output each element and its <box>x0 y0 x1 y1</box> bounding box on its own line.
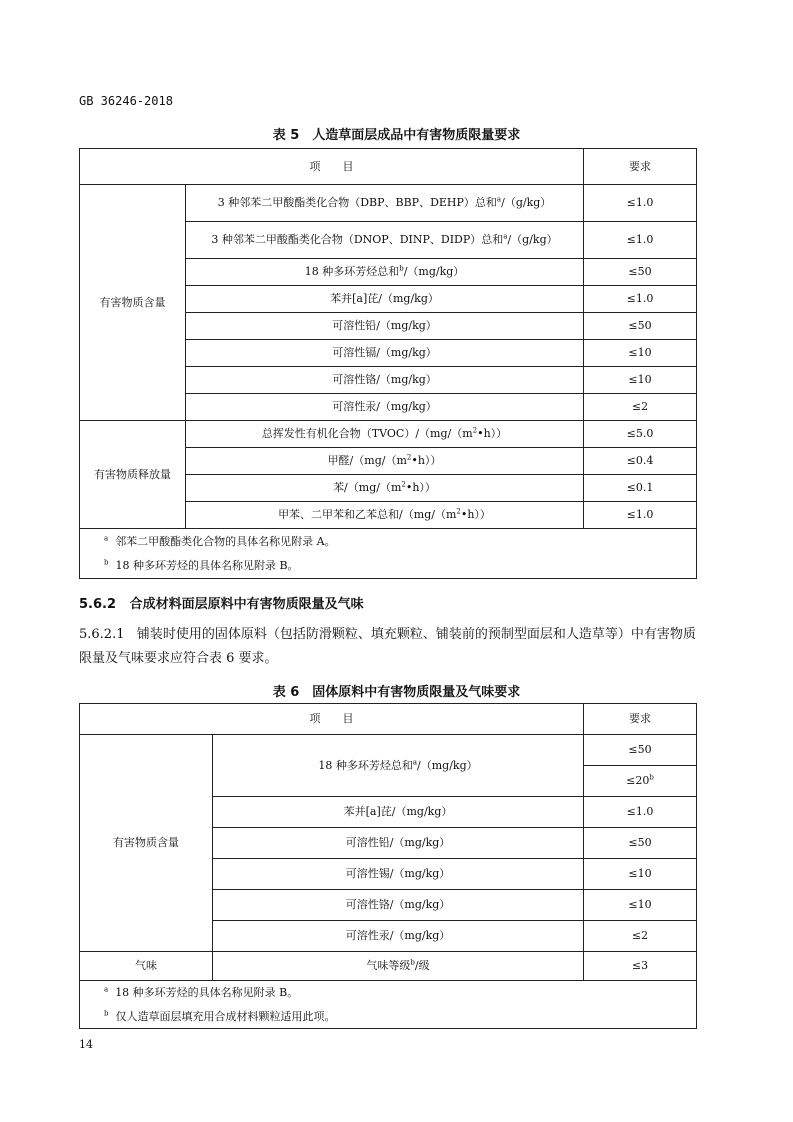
table5-req: ≤10 <box>584 367 697 394</box>
table5-item: 甲苯、二甲苯和乙苯总和$/(mg/(m^2•h))$ <box>186 502 584 529</box>
table5 <box>79 148 697 579</box>
table5-item: 18 种多环芳烃总和$^b$/（mg/kg） <box>186 259 584 286</box>
table6-group-odor: 气味 <box>80 952 213 981</box>
table5-item: 可溶性汞/（mg/kg） <box>186 394 584 421</box>
table6-req: ≤2 <box>584 921 697 952</box>
table5-item: 可溶性镉/（mg/kg） <box>186 340 584 367</box>
table6-req: ≤50 <box>584 828 697 859</box>
table5-item: 苯并[a]芘/（mg/kg） <box>186 286 584 313</box>
table6-caption: 表 6 固体原料中有害物质限量及气味要求 <box>272 685 521 700</box>
table5-req: ≤1.0 <box>584 222 697 259</box>
table5-item: 可溶性铅/（mg/kg） <box>186 313 584 340</box>
table6-item: 可溶性汞/（mg/kg） <box>213 921 584 952</box>
table5-req: ≤50 <box>584 259 697 286</box>
table5-header-req: 要求 <box>584 149 697 185</box>
table5-req: ≤1.0 <box>584 502 697 529</box>
table6-item: 苯并[a]芘/（mg/kg） <box>213 797 584 828</box>
table6-item: 18 种多环芳烃总和$^a$/（mg/kg） <box>213 735 584 797</box>
table-row <box>80 421 697 448</box>
table5-req: ≤5.0 <box>584 421 697 448</box>
table5-req: ≤0.1 <box>584 475 697 502</box>
table6-req: $\le 20^b$ <box>584 766 697 797</box>
table5-req: ≤1.0 <box>584 286 697 313</box>
table5-item: 总挥发性有机化合物$(TVOC)/(mg/(m^2•h))$ <box>186 421 584 448</box>
table6-req: ≤3 <box>584 952 697 981</box>
table5-req: ≤2 <box>584 394 697 421</box>
table6-req: ≤10 <box>584 859 697 890</box>
standard-number: GB 36246-2018 <box>79 94 173 108</box>
table5-group-release: 有害物质释放量 <box>80 421 186 529</box>
table5-req: ≤50 <box>584 313 697 340</box>
table6-note: $^b$ 仅人造草面层填充用合成材料颗粒适用此项。 <box>80 1005 697 1029</box>
page-number: 14 <box>79 1038 93 1051</box>
table-row <box>80 185 697 222</box>
table6-req: ≤10 <box>584 890 697 921</box>
table6-header-item: 项 目 <box>80 704 584 735</box>
table6-group-content: 有害物质含量 <box>80 735 213 952</box>
table5-item: 可溶性铬/（mg/kg） <box>186 367 584 394</box>
table6 <box>79 703 697 1029</box>
table6-item: 气味等级$^b$/级 <box>213 952 584 981</box>
table5-item: 苯$/(mg/(m^2•h))$ <box>186 475 584 502</box>
table-row <box>80 735 697 766</box>
table5-note: $^b$ 18 种多环芳烃的具体名称见附录 B。 <box>80 554 697 579</box>
table5-req: ≤1.0 <box>584 185 697 222</box>
table6-item: 可溶性铅/（mg/kg） <box>213 828 584 859</box>
table5-req: ≤10 <box>584 340 697 367</box>
table5-note: $^a$ 邻苯二甲酸酯类化合物的具体名称见附录 A。 <box>80 529 697 554</box>
table6-header-req: 要求 <box>584 704 697 735</box>
table6-note: $^a$ 18 种多环芳烃的具体名称见附录 B。 <box>80 981 697 1005</box>
table5-item: 3 种邻苯二甲酸酯类化合物（DBP、BBP、DEHP）总和$^a$/（g/kg） <box>186 185 584 222</box>
table6-item: 可溶性锡/（mg/kg） <box>213 859 584 890</box>
table6-req: ≤1.0 <box>584 797 697 828</box>
paragraph: 5.6.2.1 铺装时使用的固体原料（包括防滑颗粒、填充颗粒、铺装前的预制型面层和人造草等）中有害物质限量及气味要求应符合表 6 要求。 <box>79 627 696 666</box>
table5-group-content: 有害物质含量 <box>80 185 186 421</box>
table5-item: 3 种邻苯二甲酸酯类化合物（DNOP、DINP、DIDP）总和$^a$/（g/kg） <box>186 222 584 259</box>
table5-item: 甲醛$/(mg/(m^2•h))$ <box>186 448 584 475</box>
table-row <box>80 952 697 981</box>
table5-req: ≤0.4 <box>584 448 697 475</box>
section-heading: 5.6.2 合成材料面层原料中有害物质限量及气味 <box>79 597 364 612</box>
table6-item: 可溶性铬/（mg/kg） <box>213 890 584 921</box>
table6-req: ≤50 <box>584 735 697 766</box>
table5-header-item: 项 目 <box>80 149 584 185</box>
table5-caption: 表 5 人造草面层成品中有害物质限量要求 <box>272 128 521 143</box>
